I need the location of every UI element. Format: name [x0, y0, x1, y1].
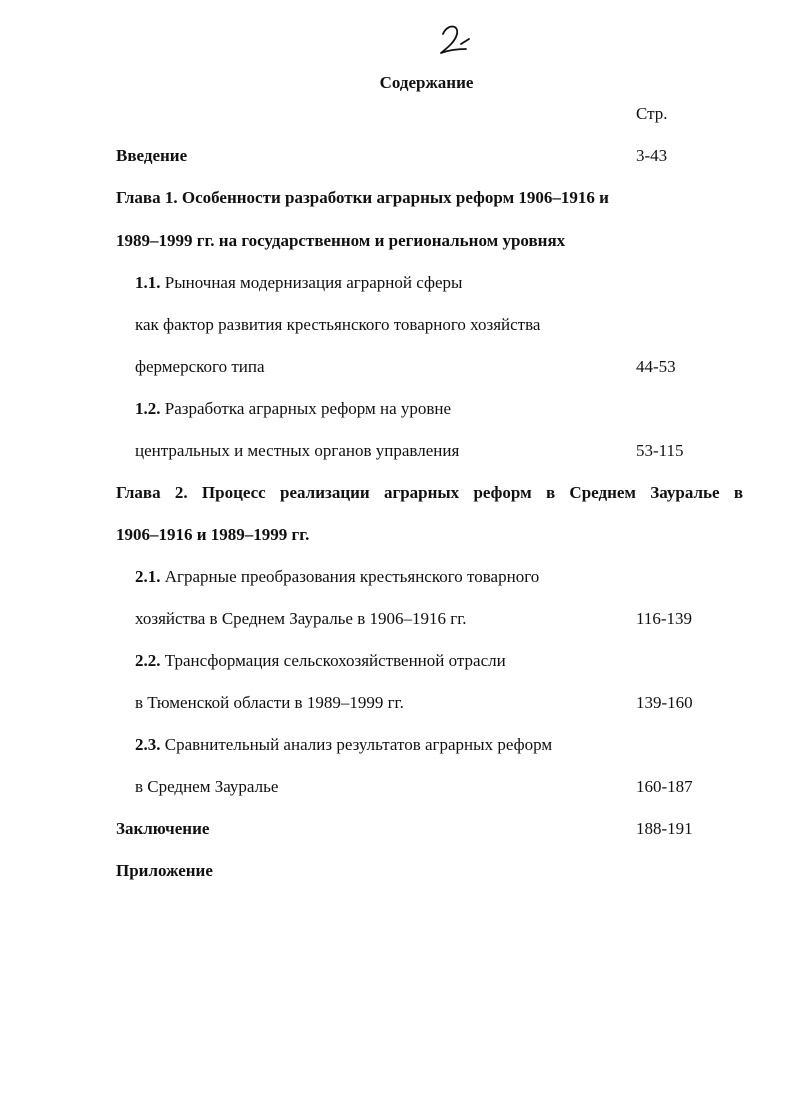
toc-section-1-1-title: Рыночная модернизация аграрной сферы [164, 273, 463, 292]
toc-section-2-1-line1 [135, 567, 539, 587]
toc-section-2-3-title: Сравнительный анализ результатов аграрных реформ [164, 735, 553, 754]
toc-section-2-1-line2: хозяйства в Среднем Зауралье в 1906–1916 гг. [135, 609, 467, 628]
toc-section-1-1-pages: 44-53 [636, 357, 676, 376]
toc-section-2-3-line2: в Среднем Зауралье [135, 777, 279, 796]
toc-intro-pages: 3-43 [636, 146, 668, 165]
page-title: Содержание [379, 73, 474, 92]
toc-section-2-1-pages: 116-139 [636, 609, 693, 628]
toc-section-1-2-pages: 53-115 [636, 441, 684, 460]
toc-conclusion-pages: 188-191 [636, 819, 693, 838]
toc-chapter1-line1: Глава 1. Особенности разработки аграрных реформ 1906–1916 и [116, 188, 609, 207]
toc-section-1-1-line2: как фактор развития крестьянского товарного хозяйства [135, 315, 541, 334]
toc-section-2-1-title: Аграрные преобразования крестьянского товарного [164, 567, 540, 586]
toc-section-2-2-title: Трансформация сельскохозяйственной отрасли [164, 651, 506, 670]
toc-conclusion-label: Заключение [116, 819, 210, 838]
toc-section-2-2-pages: 139-160 [636, 693, 693, 712]
toc-section-2-3-pages: 160-187 [636, 777, 693, 796]
toc-section-1-1-number: 1.1. [135, 273, 161, 292]
toc-appendix-label: Приложение [116, 861, 213, 880]
toc-section-2-2-number: 2.2. [135, 651, 161, 670]
toc-chapter1-line2: 1989–1999 гг. на государственном и региональном уровнях [116, 231, 566, 250]
toc-chapter2-line2: 1906–1916 и 1989–1999 гг. [116, 525, 310, 544]
toc-section-1-2-number: 1.2. [135, 399, 161, 418]
toc-section-2-2-line1 [135, 651, 506, 671]
toc-section-2-2-line2: в Тюменской области в 1989–1999 гг. [135, 693, 404, 712]
handwritten-page-number [435, 22, 475, 56]
toc-chapter2-line1: Глава 2. Процесс реализации аграрных реформ в Среднем Зауралье в [116, 483, 743, 502]
toc-intro-label: Введение [116, 146, 188, 165]
toc-section-1-1-line3: фермерского типа [135, 357, 265, 376]
toc-section-2-3-line1 [135, 735, 552, 755]
toc-section-1-2-line1 [135, 399, 451, 419]
page-column-header: Стр. [636, 104, 668, 123]
toc-section-1-2-title: Разработка аграрных реформ на уровне [164, 399, 452, 418]
toc-section-1-2-line2: центральных и местных органов управления [135, 441, 460, 460]
toc-section-2-3-number: 2.3. [135, 735, 161, 754]
toc-section-2-1-number: 2.1. [135, 567, 161, 586]
toc-section-1-1-line1 [135, 273, 462, 293]
